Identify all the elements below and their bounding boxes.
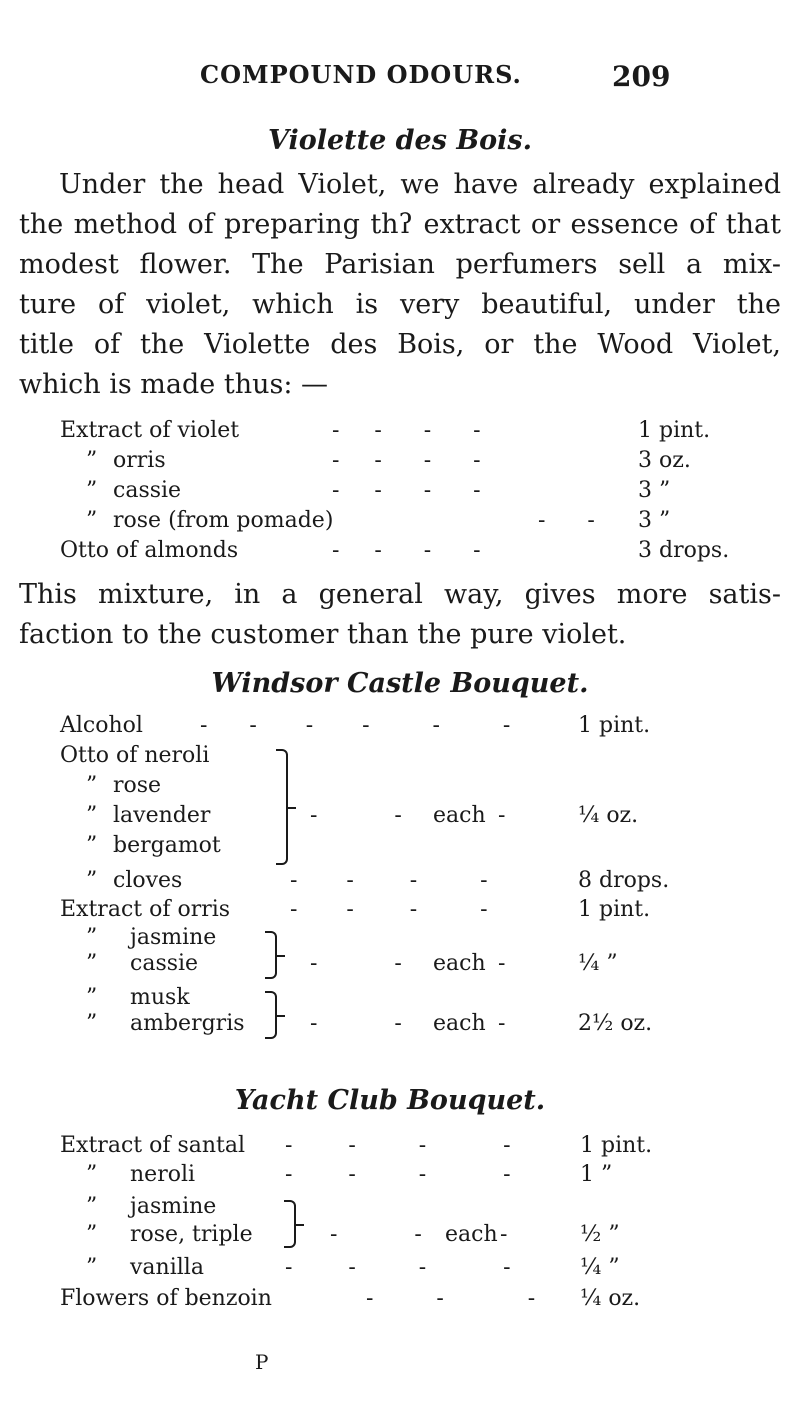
- recipe-row: [60, 951, 760, 979]
- ditto-mark: ”: [86, 478, 98, 503]
- ingredient-amount: 1 pint.: [638, 418, 711, 443]
- ditto-mark: ”: [86, 951, 98, 976]
- brace: [276, 749, 288, 865]
- ingredient-name: cloves: [113, 868, 183, 893]
- recipe-row: [60, 925, 360, 953]
- recipe-row: [60, 508, 760, 536]
- ingredient-amount: 8 drops.: [578, 868, 670, 893]
- leader: -: [500, 1222, 508, 1247]
- ingredient-name: Extract of santal: [60, 1133, 246, 1158]
- recipe-row: [60, 418, 760, 446]
- ingredient-amount: ¼ oz.: [580, 1286, 641, 1311]
- recipe-row: [60, 803, 760, 831]
- recipe-row: [60, 1255, 760, 1283]
- recipe-row: [60, 833, 360, 861]
- each-label: each: [433, 951, 486, 976]
- ditto-mark: ”: [86, 448, 98, 473]
- ingredient-name: Otto of neroli: [60, 743, 210, 768]
- paragraph-line: Under the head Violet, we have already explained: [59, 169, 781, 200]
- page-number: 209: [612, 60, 671, 93]
- recipe-row: [60, 773, 360, 801]
- recipe-row: [60, 1162, 760, 1190]
- leader: - - - -: [332, 538, 481, 563]
- ingredient-name: Flowers of benzoin: [60, 1286, 272, 1311]
- each-label: each: [433, 803, 486, 828]
- paragraph-line: ture of violet, which is very beautiful, under the: [19, 289, 781, 320]
- signature-mark: P: [255, 1350, 269, 1374]
- leader: -: [498, 951, 506, 976]
- ingredient-amount: 1 pint.: [578, 713, 651, 738]
- ingredient-name: ambergris: [130, 1011, 245, 1036]
- section-heading-windsor: Windsor Castle Bouquet.: [211, 668, 589, 699]
- leader: - - - -: [285, 1133, 511, 1158]
- ingredient-name: rose, triple: [130, 1222, 253, 1247]
- brace: [265, 991, 277, 1039]
- running-title: COMPOUND ODOURS.: [200, 60, 522, 89]
- leader: - - - -: [285, 1162, 511, 1187]
- recipe-row: [60, 985, 360, 1013]
- ingredient-name: jasmine: [130, 925, 217, 950]
- ingredient-amount: ¼ ”: [578, 951, 618, 976]
- ingredient-amount: 1 pint.: [578, 897, 651, 922]
- recipe-row: [60, 743, 360, 771]
- ingredient-amount: 3 oz.: [638, 448, 691, 473]
- leader: -: [498, 803, 506, 828]
- closing-paragraph: [19, 575, 781, 655]
- leader: - - - -: [290, 868, 488, 893]
- ditto-mark: ”: [86, 833, 98, 858]
- ditto-mark: ”: [86, 1162, 98, 1187]
- ingredient-amount: ¼ oz.: [578, 803, 639, 828]
- ingredient-name: Extract of violet: [60, 418, 240, 443]
- leader: - - - -: [332, 448, 481, 473]
- ingredient-name: Extract of orris: [60, 897, 231, 922]
- ingredient-name: Otto of almonds: [60, 538, 239, 563]
- ditto-mark: ”: [86, 803, 98, 828]
- recipe-row: [60, 478, 760, 506]
- paragraph-line: which is made thus: —: [19, 369, 329, 400]
- ingredient-name: musk: [130, 985, 190, 1010]
- ingredient-name: neroli: [130, 1162, 196, 1187]
- ingredient-amount: 1 ”: [580, 1162, 613, 1187]
- paragraph-line: the method of preparing thʔ extract or essence of that: [19, 209, 781, 240]
- leader: - - - - - -: [200, 713, 511, 738]
- ditto-mark: ”: [86, 868, 98, 893]
- each-label: each: [433, 1011, 486, 1036]
- ditto-mark: ”: [86, 925, 98, 950]
- leader: -: [498, 1011, 506, 1036]
- brace: [265, 931, 277, 979]
- ingredient-amount: 3 ”: [638, 478, 671, 503]
- ditto-mark: ”: [86, 1011, 98, 1036]
- recipe-row: [60, 868, 760, 896]
- recipe-row: [60, 713, 760, 741]
- paragraph-line: faction to the customer than the pure violet.: [19, 619, 627, 650]
- ingredient-name: orris: [113, 448, 166, 473]
- recipe-row: [60, 1011, 760, 1039]
- intro-paragraph: [19, 165, 781, 405]
- ingredient-amount: ½ ”: [580, 1222, 620, 1247]
- leader: - -: [330, 1222, 422, 1247]
- leader: - - - -: [285, 1255, 511, 1280]
- ingredient-name: bergamot: [113, 833, 221, 858]
- leader: - -: [538, 508, 595, 533]
- ingredient-name: rose (from pomade): [113, 508, 334, 533]
- paragraph-line: title of the Violette des Bois, or the Wood Violet,: [19, 329, 781, 360]
- ingredient-name: rose: [113, 773, 162, 798]
- ingredient-name: cassie: [130, 951, 199, 976]
- leader: - - -: [366, 1286, 536, 1311]
- recipe-row: [60, 897, 760, 925]
- ingredient-amount: ¼ ”: [580, 1255, 620, 1280]
- running-head: [0, 60, 800, 100]
- recipe-row: [60, 1133, 760, 1161]
- leader: - -: [310, 803, 402, 828]
- leader: - -: [310, 951, 402, 976]
- paragraph-line: This mixture, in a general way, gives more satis-: [19, 579, 781, 610]
- ingredient-name: vanilla: [130, 1255, 204, 1280]
- leader: - - - -: [290, 897, 488, 922]
- ditto-mark: ”: [86, 773, 98, 798]
- ingredient-name: lavender: [113, 803, 211, 828]
- ingredient-amount: 2½ oz.: [578, 1011, 653, 1036]
- recipe-row: [60, 1286, 760, 1314]
- ingredient-amount: 1 pint.: [580, 1133, 653, 1158]
- recipe-row: [60, 448, 760, 476]
- leader: - - - -: [332, 418, 481, 443]
- ingredient-name: jasmine: [130, 1194, 217, 1219]
- leader: - - - -: [332, 478, 481, 503]
- section-heading-yacht: Yacht Club Bouquet.: [234, 1085, 546, 1116]
- recipe-row: [60, 538, 760, 566]
- ditto-mark: ”: [86, 1222, 98, 1247]
- ditto-mark: ”: [86, 1255, 98, 1280]
- ingredient-name: cassie: [113, 478, 182, 503]
- leader: - -: [310, 1011, 402, 1036]
- recipe-row: [60, 1222, 760, 1250]
- section-heading-violette: Violette des Bois.: [267, 125, 533, 156]
- ditto-mark: ”: [86, 985, 98, 1010]
- ingredient-amount: 3 ”: [638, 508, 671, 533]
- ditto-mark: ”: [86, 1194, 98, 1219]
- brace: [284, 1200, 296, 1248]
- ditto-mark: ”: [86, 508, 98, 533]
- each-label: each: [445, 1222, 498, 1247]
- paragraph-line: modest flower. The Parisian perfumers sell a mix-: [19, 249, 781, 280]
- ingredient-amount: 3 drops.: [638, 538, 730, 563]
- recipe-row: [60, 1194, 360, 1222]
- ingredient-name: Alcohol: [60, 713, 143, 738]
